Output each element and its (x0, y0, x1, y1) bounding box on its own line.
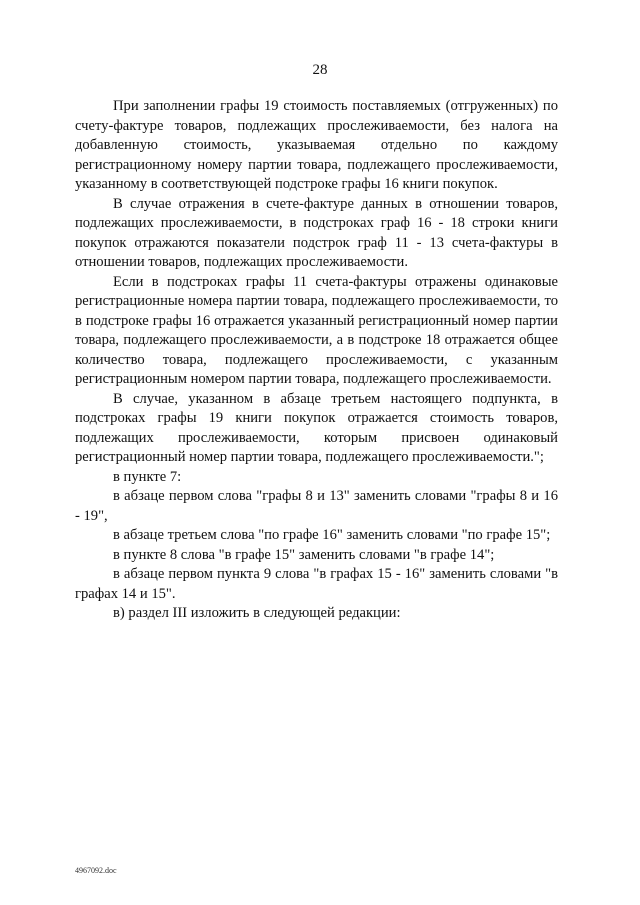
paragraph: в абзаце первом слова "графы 8 и 13" заменить словами "графы 8 и 16 - 19", (75, 488, 558, 524)
paragraph: В случае отражения в счете-фактуре данных в отношении товаров, подлежащих прослеживаемости, в подстроках граф 16 - 18 строки книги покупок отражаются показатели подстрок граф 11 - 13 счета-фактуры в отношении товаров, подлежащих прослеживаемости. (75, 195, 558, 270)
paragraph: в пункте 8 слова "в графе 15" заменить словами "в графе 14"; (113, 546, 495, 563)
paragraph: в абзаце третьем слова "по графе 16" заменить словами "по графе 15"; (113, 527, 551, 543)
paragraph: При заполнении графы 19 стоимость поставляемых (отгруженных) по счету-фактуре товаров, подлежащих прослеживаемости, без налога на добавленную стоимость, указываемая отдельно по каждому регистрационному номеру партии товара, подлежащего прослеживаемости, указанному в соответствующей подстроке графы 16 книги покупок. (75, 98, 558, 192)
paragraph: Если в подстроках графы 11 счета-фактуры отражены одинаковые регистрационные номера партии товара, подлежащего прослеживаемости, то в подстроке графы 16 отражается указанный регистрационный номер партии товара, подлежащего прослеживаемости, а в подстроке 18 отражается общее количество товара, подлежащего прослеживаемости, с указанным регистрационным номером партии товара, подлежащего прослеживаемости. (75, 273, 558, 387)
paragraph: в абзаце первом пункта 9 слова "в графах 15 - 16" заменить словами "в графах 14 и 15". (75, 566, 558, 602)
document-filename-footer: 4967092.doc (75, 866, 117, 875)
paragraph: в пункте 7: (113, 468, 182, 485)
document-body (75, 97, 558, 624)
paragraph: в) раздел III изложить в следующей редакции: (113, 605, 401, 621)
paragraph: В случае, указанном в абзаце третьем настоящего подпункта, в подстроках графы 19 книги покупок отражается стоимость товаров, подлежащих прослеживаемости, которым присвоен одинаковый регистрационный номер партии товара, подлежащего прослеживаемости."; (75, 390, 558, 465)
page-number: 28 (312, 62, 328, 78)
